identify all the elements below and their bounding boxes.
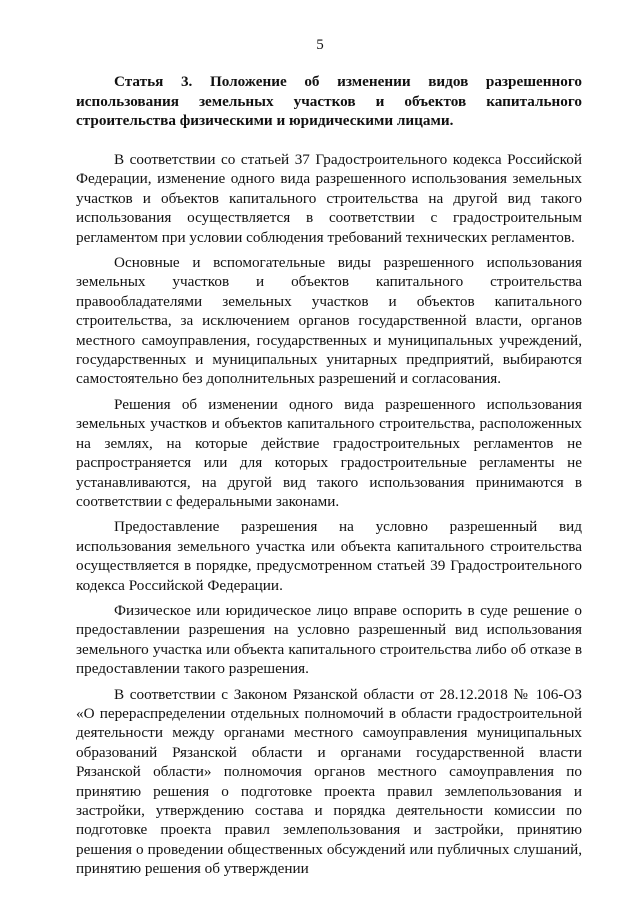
paragraph-3: Решения об изменении одного вида разрешенного использования земельных участков и объектов капитального строительства, расположенных на землях, на которые действие градостроительных регламентов не распространяется или для которых градостроительные регламенты не устанавливаются, на другой вид такого использования принимаются в соответствии с федеральными законами.	[76, 395, 582, 510]
article-heading: Статья 3. Положение об изменении видов разрешенного использования земельных участков и объектов капитального строительства физическими и юридическими лицами.	[76, 73, 582, 129]
paragraph-2: Основные и вспомогательные виды разрешенного использования земельных участков и объектов капитального строительства правообладателями земельных участков и объектов капитального строительства, за исключением органов государственной власти, органов местного самоуправления, государственных и муниципальных учреждений, государственных и муниципальных унитарных предприятий, выбираются самостоятельно без дополнительных разрешений и согласования.	[76, 254, 582, 388]
paragraph-4: Предоставление разрешения на условно разрешенный вид использования земельного участка или объекта капитального строительства осуществляется в порядке, предусмотренном статьей 39 Градостроительного кодекса Российской Федерации.	[76, 518, 582, 594]
paragraph-6: В соответствии с Законом Рязанской области от 28.12.2018 № 106-ОЗ «О перераспределении отдельных полномочий в области градостроительной деятельности между органами местного самоуправления муниципальных образований Рязанской области и органами государственной власти Рязанской области» полномочия органов местного самоуправления по принятию решения о подготовке проекта правил землепользования и застройки, утверждению состава и порядка деятельности комиссии по подготовке проекта правил землепользования и застройки, принятию решения о проведении общественных обсуждений или публичных слушаний, принятию решения об утверждении	[76, 685, 582, 878]
paragraph-5: Физическое или юридическое лицо вправе оспорить в суде решение о предоставлении разрешения на условно разрешенный вид использования земельного участка или объекта капитального строительства либо об отказе в предоставлении такого разрешения.	[76, 601, 582, 678]
page-number: 5	[316, 37, 324, 53]
article-body	[76, 150, 582, 885]
paragraph-1: В соответствии со статьей 37 Градостроительного кодекса Российской Федерации, изменение одного вида разрешенного использования земельных участков и объектов капитального строительства на другой вид такого использования осуществляется в соответствии с градостроительным регламентом при условии соблюдения требований технических регламентов.	[76, 151, 582, 246]
